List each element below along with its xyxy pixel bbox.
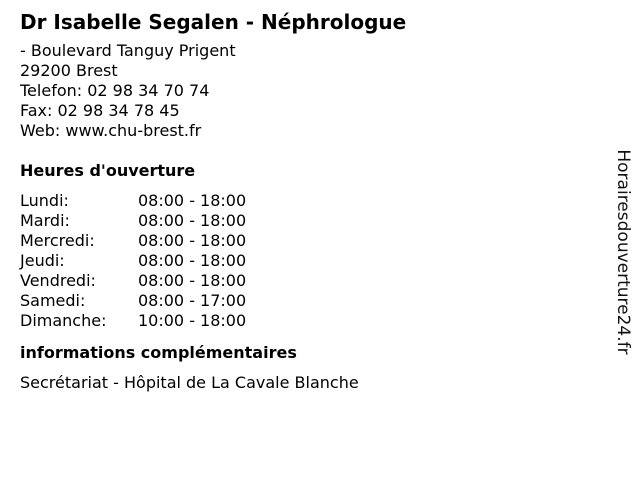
- business-card: [20, 8, 600, 393]
- hours-day-label: Samedi:: [20, 291, 86, 310]
- hours-time-value: 08:00 - 18:00: [138, 231, 247, 250]
- hours-day-label: Dimanche:: [20, 311, 107, 330]
- fax-number: Fax: 02 98 34 78 45: [20, 101, 180, 120]
- hours-time-value: 08:00 - 18:00: [138, 271, 247, 290]
- hours-row-friday: [20, 271, 600, 291]
- hours-day-label: Jeudi:: [20, 251, 65, 270]
- info-text: Secrétariat - Hôpital de La Cavale Blanche: [20, 373, 359, 392]
- hours-row-saturday: [20, 291, 600, 311]
- phone-number: Telefon: 02 98 34 70 74: [20, 81, 210, 100]
- opening-hours-list: [20, 191, 600, 331]
- site-watermark: Horairesdouverture24.fr: [613, 149, 633, 355]
- hours-day-label: Lundi:: [20, 191, 69, 210]
- street-address: - Boulevard Tanguy Prigent: [20, 41, 236, 60]
- hours-time-value: 08:00 - 17:00: [138, 291, 247, 310]
- address-block: [20, 41, 600, 141]
- hours-time-value: 08:00 - 18:00: [138, 211, 247, 230]
- hours-heading: Heures d'ouverture: [20, 161, 196, 180]
- hours-row-sunday: [20, 311, 600, 331]
- page-title: Dr Isabelle Segalen - Néphrologue: [20, 10, 407, 34]
- hours-time-value: 08:00 - 18:00: [138, 251, 247, 270]
- hours-row-wednesday: [20, 231, 600, 251]
- hours-row-monday: [20, 191, 600, 211]
- hours-time-value: 10:00 - 18:00: [138, 311, 247, 330]
- website-link: Web: www.chu-brest.fr: [20, 121, 202, 140]
- city-address: 29200 Brest: [20, 61, 118, 80]
- hours-day-label: Mercredi:: [20, 231, 95, 250]
- hours-day-label: Mardi:: [20, 211, 70, 230]
- info-heading: informations complémentaires: [20, 343, 297, 362]
- hours-day-label: Vendredi:: [20, 271, 96, 290]
- hours-time-value: 08:00 - 18:00: [138, 191, 247, 210]
- hours-row-tuesday: [20, 211, 600, 231]
- hours-row-thursday: [20, 251, 600, 271]
